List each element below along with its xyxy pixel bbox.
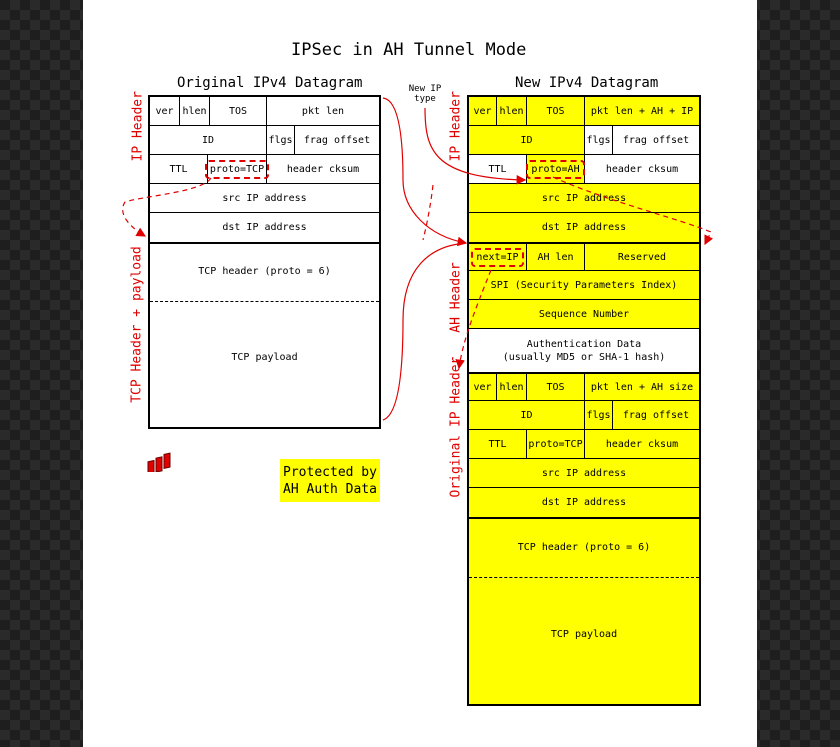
cell-hlen: hlen [180,97,210,125]
right-caption: New IPv4 Datagram [515,75,659,91]
arrow-new-ip-type [425,108,525,180]
cell-reserved: Reserved [617,251,667,263]
cell-src-ip: src IP address [222,192,307,204]
cell-pkt-len: pkt len + AH + IP [590,105,694,117]
cell-flgs: flgs [585,126,613,154]
tcp-payload-text: TCP payload [550,629,618,640]
diagram-title: IPSec in AH Tunnel Mode [291,40,527,60]
cell-tos: TOS [527,374,585,400]
dash-center [423,185,433,240]
right-ah-header-label: AH Header [448,262,464,333]
cell-src-ip: src IP address [541,192,627,204]
cell-tos: TOS [527,97,585,125]
proto-tcp-highlight: proto=TCP [205,160,269,179]
cell-dst-ip: dst IP address [541,222,627,233]
cell-header-cksum: header cksum [286,163,360,175]
proto-ah-highlight: proto=AH [526,160,584,179]
cell-ver: ver [469,374,497,400]
cell-flgs: flgs [267,126,295,154]
cell-id: ID [469,126,585,154]
arrow-tcp-payload [383,243,466,420]
cell-ttl: TTL [469,155,527,183]
new-ip-type-label: New IP type [408,84,442,104]
cell-id: ID [150,126,267,154]
cell-id: ID [469,401,585,429]
dash-proto-to-ah [553,177,711,244]
right-orig-ip-label: Original IP Header [448,356,464,498]
cell-header-cksum: header cksum [605,163,679,175]
cell-flgs: flgs [585,401,613,429]
cell-dst-ip: dst IP address [222,222,307,233]
left-caption: Original IPv4 Datagram [177,75,363,91]
protected-legend: Protected by AH Auth Data [280,459,380,502]
cell-src-ip: src IP address [541,467,627,479]
dash-left-proto [123,178,211,236]
cell-spi: SPI (Security Parameters Index) [490,279,678,291]
connector-arrows [83,0,757,747]
cell-frag-offset: frag offset [613,126,699,154]
cell-proto: proto=TCP [527,430,585,458]
cell-hlen: hlen [497,97,527,125]
cell-sequence-number: Sequence Number [538,308,630,320]
right-ip-header-label: IP Header [448,91,464,162]
left-ip-header-label: IP Header [130,91,146,162]
cell-frag-offset: frag offset [303,134,371,146]
tcp-header-text: TCP header (proto = 6) [198,266,331,277]
left-tcp-label: TCP Header + payload [129,246,145,403]
next-ip-highlight: next=IP [471,248,523,267]
cell-frag-offset: frag offset [622,409,690,421]
cell-header-cksum: header cksum [605,438,679,450]
cell-ver: ver [469,97,497,125]
cell-ttl: TTL [150,155,208,183]
cell-pkt-len: pkt len [301,105,345,117]
diagram-canvas [83,0,757,747]
cell-pkt-len: pkt len + AH size [590,381,694,393]
cell-auth-data: Authentication Data (usually MD5 or SHA-1 hash) [502,338,666,363]
cell-ver: ver [150,97,180,125]
cell-hlen: hlen [497,374,527,400]
tcp-header-text: TCP header (proto = 6) [517,542,651,553]
dash-next-ip [459,270,491,368]
cell-dst-ip: dst IP address [541,497,627,508]
tcp-payload-text: TCP payload [231,352,298,363]
cell-ah-len: AH len [527,244,585,270]
cell-tos: TOS [210,97,267,125]
cell-ttl: TTL [469,430,527,458]
